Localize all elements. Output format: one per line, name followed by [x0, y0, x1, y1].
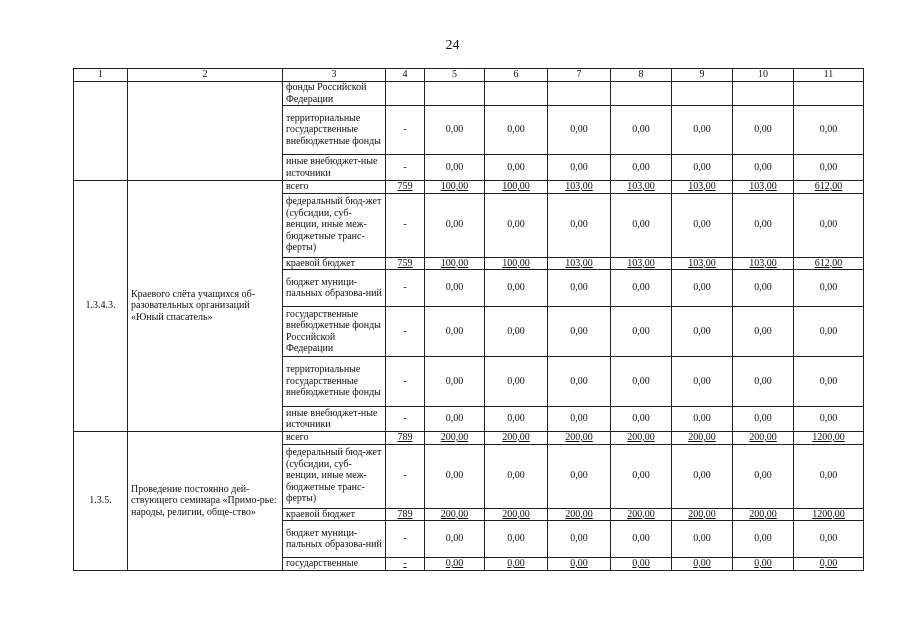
amount-cell: 0,00 [672, 407, 733, 432]
item-name [128, 82, 283, 181]
amount-cell: 0,00 [425, 357, 485, 407]
column-header: 1 [74, 69, 128, 82]
amount-cell [733, 82, 794, 106]
item-name: Краевого слёта учащихся об-разовательных организаций «Юный спасатель» [128, 181, 283, 432]
table-row [74, 432, 864, 445]
amount-cell: 0,00 [548, 407, 611, 432]
budget-code: - [386, 307, 425, 357]
amount-cell: 0,00 [548, 558, 611, 571]
amount-cell: 0,00 [794, 307, 864, 357]
amount-cell: 0,00 [548, 155, 611, 181]
amount-cell: 200,00 [425, 508, 485, 521]
amount-cell: 0,00 [733, 307, 794, 357]
amount-cell: 0,00 [611, 444, 672, 508]
amount-cell: 0,00 [672, 193, 733, 257]
column-header: 6 [485, 69, 548, 82]
amount-cell: 0,00 [794, 521, 864, 558]
funding-source: бюджет муници-пальных образова-ний [283, 521, 386, 558]
column-header: 4 [386, 69, 425, 82]
column-header: 8 [611, 69, 672, 82]
amount-cell: 1200,00 [794, 508, 864, 521]
amount-cell: 200,00 [485, 432, 548, 445]
funding-source: федеральный бюд-жет (субсидии, суб-венции, иные меж-бюджетные транс-ферты) [283, 193, 386, 257]
amount-cell: 0,00 [425, 558, 485, 571]
amount-cell: 0,00 [548, 357, 611, 407]
amount-cell: 0,00 [611, 155, 672, 181]
amount-cell: 0,00 [485, 558, 548, 571]
column-header: 9 [672, 69, 733, 82]
amount-cell: 103,00 [611, 181, 672, 194]
column-header: 3 [283, 69, 386, 82]
amount-cell: 612,00 [794, 257, 864, 270]
amount-cell: 200,00 [733, 508, 794, 521]
column-header: 7 [548, 69, 611, 82]
amount-cell: 200,00 [672, 432, 733, 445]
amount-cell: 1200,00 [794, 432, 864, 445]
amount-cell [548, 82, 611, 106]
amount-cell: 0,00 [548, 193, 611, 257]
column-header: 10 [733, 69, 794, 82]
funding-source: территориальные государственные внебюджетные фонды [283, 106, 386, 155]
funding-source: иные внебюджет-ные источники [283, 407, 386, 432]
amount-cell: 0,00 [425, 106, 485, 155]
budget-code: - [386, 444, 425, 508]
budget-code: 789 [386, 508, 425, 521]
amount-cell: 200,00 [548, 508, 611, 521]
budget-code: 789 [386, 432, 425, 445]
amount-cell: 0,00 [425, 270, 485, 307]
budget-code: - [386, 106, 425, 155]
table-row [74, 82, 864, 106]
amount-cell [794, 82, 864, 106]
amount-cell: 0,00 [733, 106, 794, 155]
budget-code: - [386, 193, 425, 257]
amount-cell: 0,00 [485, 270, 548, 307]
amount-cell: 0,00 [672, 357, 733, 407]
budget-code: - [386, 155, 425, 181]
amount-cell: 0,00 [672, 270, 733, 307]
item-name: Проведение постоянно дей-ствующего семинара «Примо-рье: народы, религии, обще-ство» [128, 432, 283, 571]
amount-cell: 0,00 [794, 558, 864, 571]
amount-cell: 0,00 [794, 106, 864, 155]
amount-cell: 0,00 [425, 307, 485, 357]
table-row [74, 181, 864, 194]
amount-cell: 0,00 [733, 193, 794, 257]
amount-cell: 200,00 [548, 432, 611, 445]
amount-cell: 0,00 [672, 444, 733, 508]
amount-cell: 0,00 [794, 193, 864, 257]
header-row [74, 69, 864, 82]
amount-cell: 0,00 [733, 155, 794, 181]
amount-cell [672, 82, 733, 106]
amount-cell: 0,00 [611, 307, 672, 357]
amount-cell: 0,00 [794, 357, 864, 407]
amount-cell: 0,00 [425, 444, 485, 508]
amount-cell: 0,00 [672, 106, 733, 155]
amount-cell: 0,00 [425, 521, 485, 558]
funding-source: иные внебюджет-ные источники [283, 155, 386, 181]
amount-cell: 0,00 [672, 155, 733, 181]
item-number: 1.3.4.3. [74, 181, 128, 432]
funding-source: территориальные государственные внебюджетные фонды [283, 357, 386, 407]
amount-cell: 0,00 [485, 444, 548, 508]
item-number: 1.3.5. [74, 432, 128, 571]
amount-cell: 0,00 [611, 357, 672, 407]
column-header: 5 [425, 69, 485, 82]
funding-source: краевой бюджет [283, 508, 386, 521]
amount-cell: 0,00 [733, 444, 794, 508]
amount-cell: 103,00 [672, 257, 733, 270]
funding-source: государственные [283, 558, 386, 571]
amount-cell: 0,00 [794, 155, 864, 181]
amount-cell: 0,00 [485, 307, 548, 357]
amount-cell: 200,00 [672, 508, 733, 521]
amount-cell: 0,00 [425, 155, 485, 181]
amount-cell: 0,00 [794, 444, 864, 508]
amount-cell: 0,00 [548, 307, 611, 357]
budget-code: - [386, 558, 425, 571]
amount-cell: 103,00 [672, 181, 733, 194]
amount-cell: 0,00 [672, 521, 733, 558]
amount-cell [425, 82, 485, 106]
budget-code: - [386, 270, 425, 307]
amount-cell: 200,00 [733, 432, 794, 445]
amount-cell: 0,00 [733, 558, 794, 571]
amount-cell: 200,00 [425, 432, 485, 445]
funding-source: федеральный бюд-жет (субсидии, суб-венции, иные меж-бюджетные транс-ферты) [283, 444, 386, 508]
amount-cell: 0,00 [672, 558, 733, 571]
funding-source: фонды Российской Федерации [283, 82, 386, 106]
amount-cell: 103,00 [548, 181, 611, 194]
amount-cell: 103,00 [548, 257, 611, 270]
amount-cell: 100,00 [485, 181, 548, 194]
amount-cell: 0,00 [733, 357, 794, 407]
amount-cell: 0,00 [548, 270, 611, 307]
amount-cell: 200,00 [611, 508, 672, 521]
funding-source: краевой бюджет [283, 257, 386, 270]
amount-cell: 0,00 [611, 270, 672, 307]
funding-source: всего [283, 432, 386, 445]
budget-code: - [386, 407, 425, 432]
amount-cell: 0,00 [611, 407, 672, 432]
amount-cell: 103,00 [733, 181, 794, 194]
table-header [74, 69, 864, 82]
amount-cell: 103,00 [733, 257, 794, 270]
amount-cell: 0,00 [548, 444, 611, 508]
amount-cell: 0,00 [794, 407, 864, 432]
amount-cell: 0,00 [485, 155, 548, 181]
amount-cell: 0,00 [485, 521, 548, 558]
table-body [74, 82, 864, 571]
amount-cell: 0,00 [733, 407, 794, 432]
amount-cell: 0,00 [733, 270, 794, 307]
amount-cell: 0,00 [611, 558, 672, 571]
amount-cell: 0,00 [611, 521, 672, 558]
item-number [74, 82, 128, 181]
amount-cell: 0,00 [425, 407, 485, 432]
column-header: 11 [794, 69, 864, 82]
amount-cell: 200,00 [611, 432, 672, 445]
amount-cell: 100,00 [425, 181, 485, 194]
amount-cell: 0,00 [611, 106, 672, 155]
budget-table [73, 68, 864, 571]
amount-cell: 100,00 [485, 257, 548, 270]
amount-cell: 0,00 [611, 193, 672, 257]
amount-cell [485, 82, 548, 106]
funding-source: бюджет муници-пальных образова-ний [283, 270, 386, 307]
budget-code [386, 82, 425, 106]
amount-cell: 0,00 [485, 106, 548, 155]
amount-cell: 0,00 [548, 106, 611, 155]
budget-code: 759 [386, 181, 425, 194]
funding-source: государственные внебюджетные фонды Российской Федерации [283, 307, 386, 357]
column-header: 2 [128, 69, 283, 82]
amount-cell: 0,00 [485, 193, 548, 257]
amount-cell: 200,00 [485, 508, 548, 521]
budget-code: - [386, 521, 425, 558]
amount-cell: 100,00 [425, 257, 485, 270]
amount-cell: 0,00 [485, 407, 548, 432]
budget-code: 759 [386, 257, 425, 270]
amount-cell: 0,00 [548, 521, 611, 558]
amount-cell: 103,00 [611, 257, 672, 270]
amount-cell: 0,00 [794, 270, 864, 307]
amount-cell: 0,00 [672, 307, 733, 357]
page-number: 24 [445, 38, 460, 53]
budget-code: - [386, 357, 425, 407]
funding-source: всего [283, 181, 386, 194]
amount-cell: 612,00 [794, 181, 864, 194]
amount-cell [611, 82, 672, 106]
amount-cell: 0,00 [425, 193, 485, 257]
amount-cell: 0,00 [485, 357, 548, 407]
amount-cell: 0,00 [733, 521, 794, 558]
